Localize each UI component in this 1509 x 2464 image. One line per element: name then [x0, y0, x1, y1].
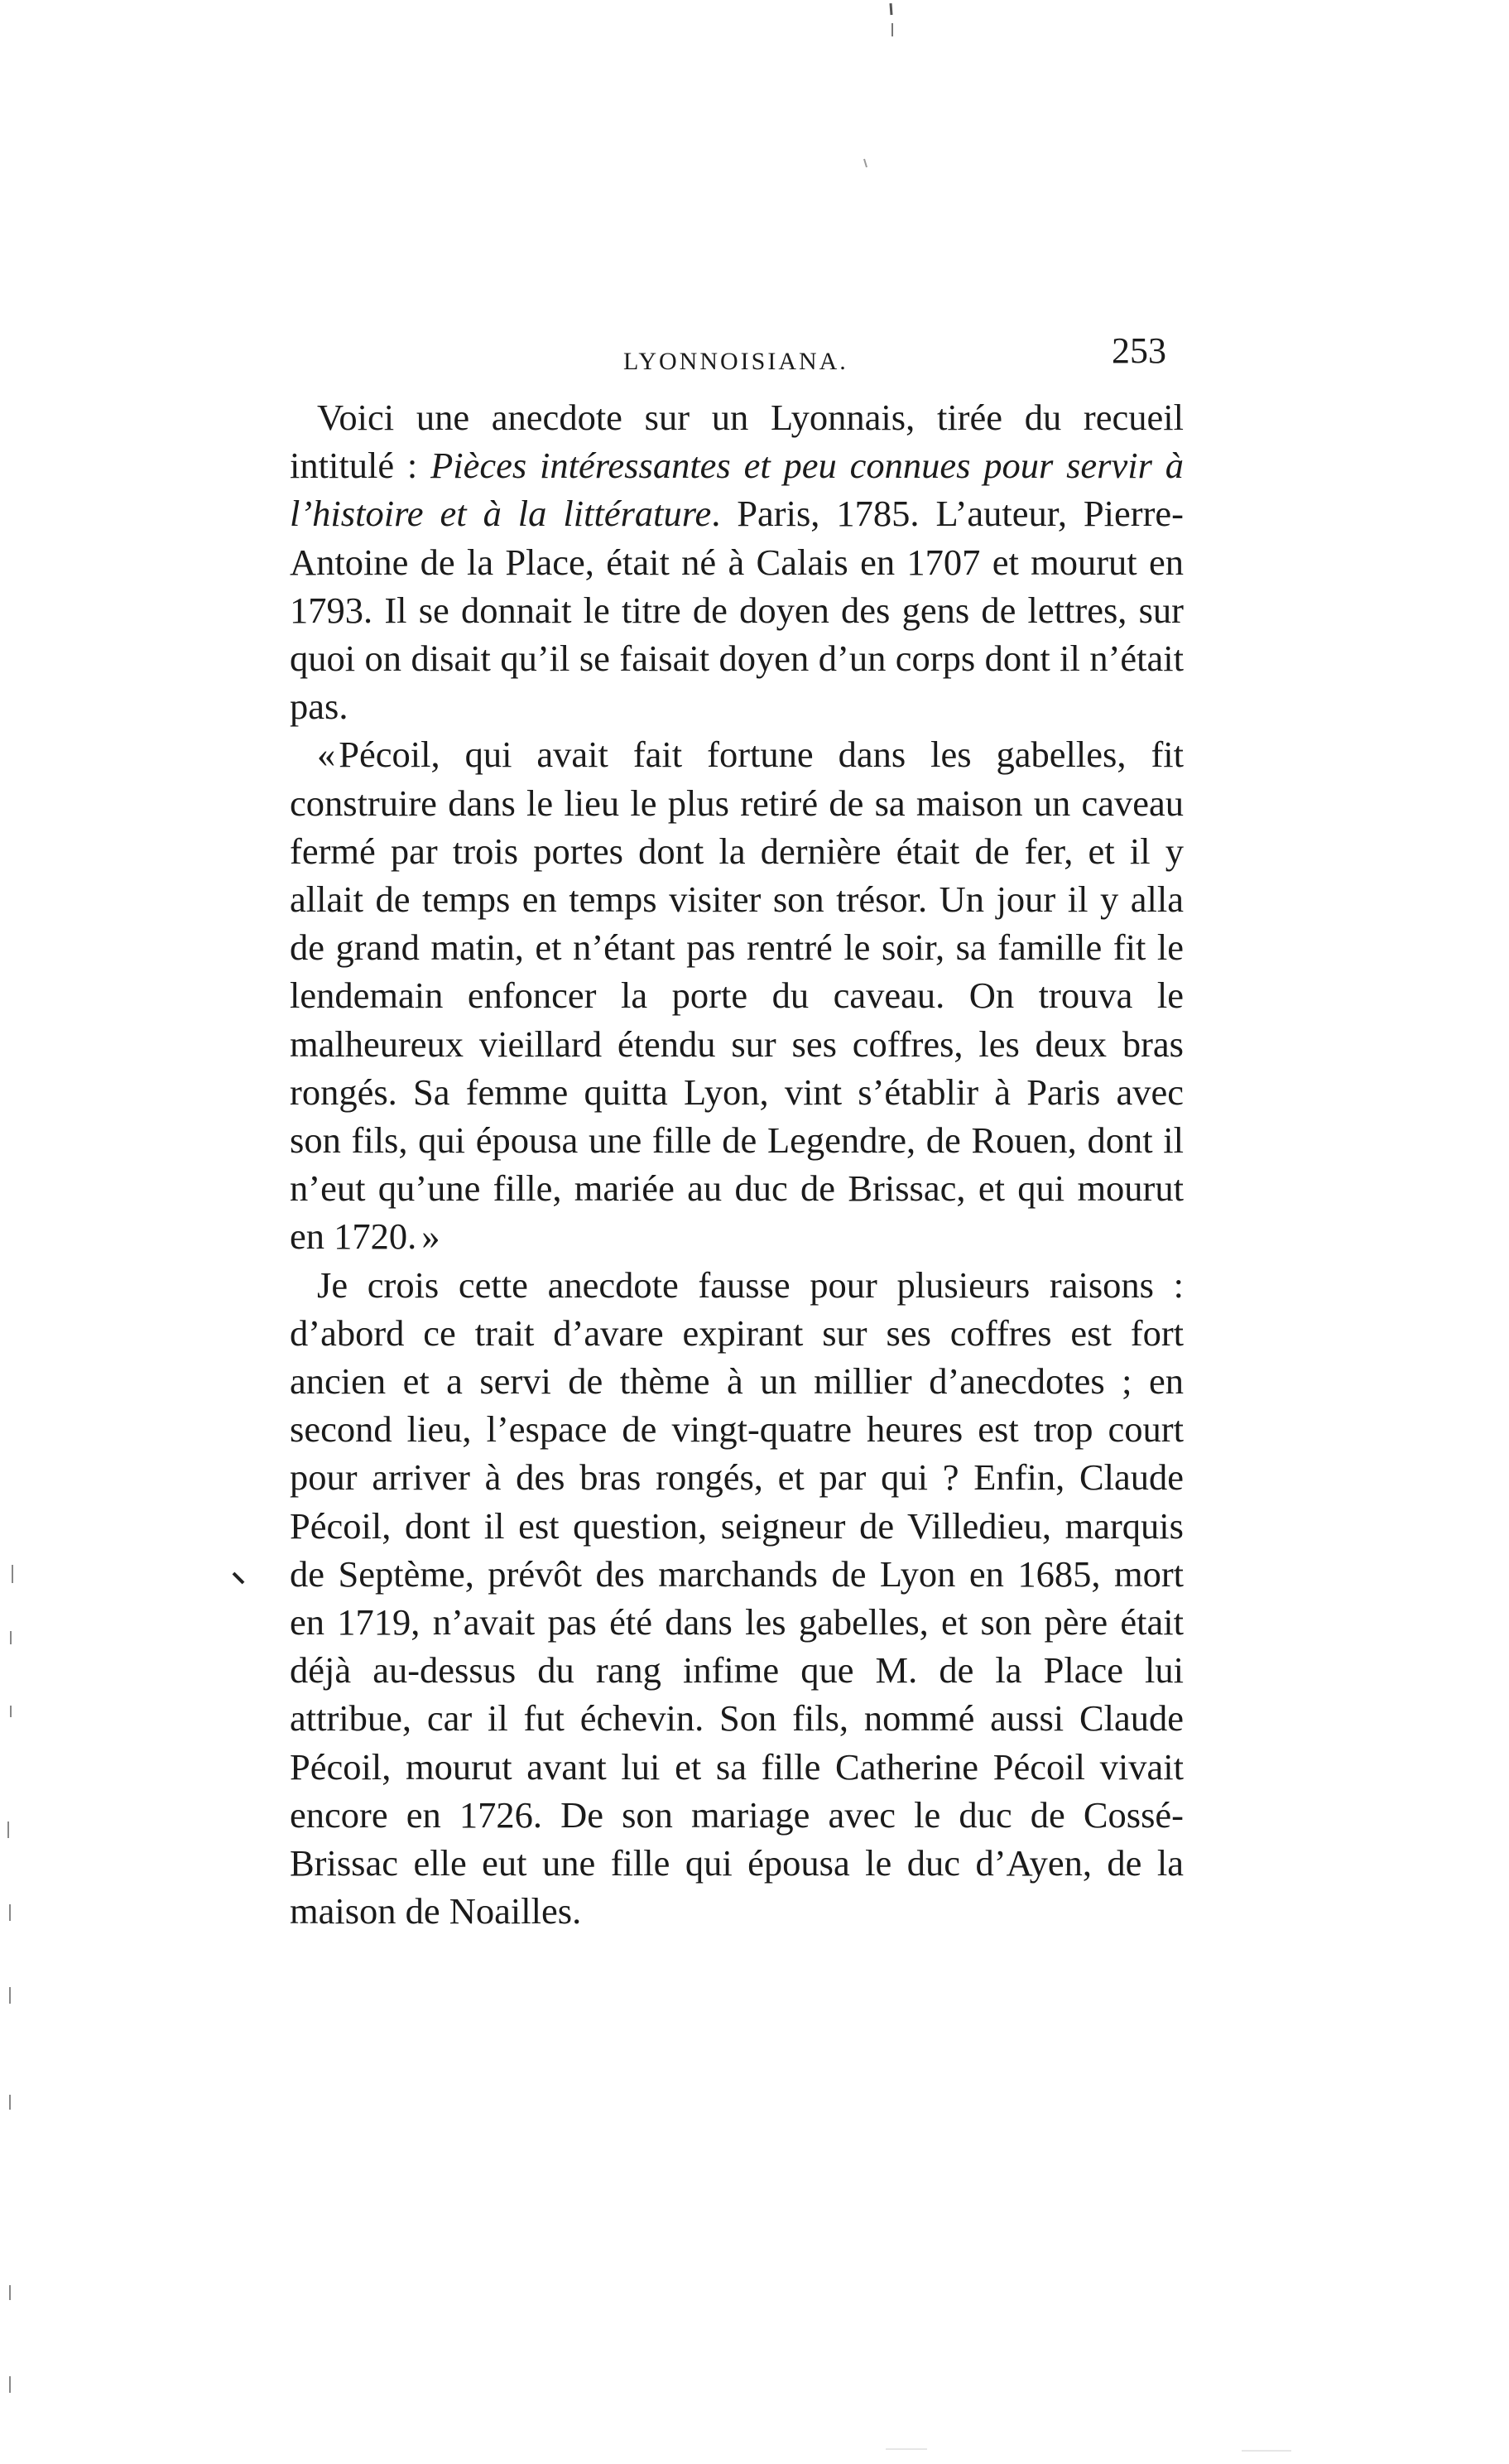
scan-speck: [864, 159, 867, 167]
quoted-anecdote-text: Pécoil, qui avait fait fortune dans les gabelles, fit construire dans le lieu le plus retiré de sa maison un caveau fermé par trois portes dont la dernière était de fer, et il y allait de temps en temps visiter son trésor. Un jour il y alla de grand matin, et n’étant pas rentré le soir, sa famille fit le lendemain enfoncer la porte du caveau. On trouva le malheureux vieillard étendu sur ses coffres, les deux bras rongés. Sa femme quitta Lyon, vint s’établir à Paris avec son fils, qui épousa une fille de Legendre, de Rouen, dont il n’eut qu’une fille, mariée au duc de Brissac, et qui mourut en 1720.: [290, 734, 1184, 1258]
opening-quote-mark: «: [317, 734, 336, 776]
closing-quote-mark: »: [421, 1215, 440, 1258]
recueil-title: Pièces intéressantes et peu connues pour servir à l’histoire et à la littérature: [290, 445, 1185, 535]
margin-tick: [233, 1573, 243, 1583]
page-number: 253: [1112, 330, 1166, 371]
body-text: [290, 393, 1184, 1936]
paragraph-intro: [290, 393, 1184, 730]
running-title: LYONNOISIANA.: [623, 348, 848, 375]
paragraph-commentary: [290, 1261, 1184, 1936]
running-head: [290, 330, 1200, 387]
paragraph-quoted-anecdote: [290, 730, 1184, 1260]
intro-text-after-title: . Paris, 1785. L’auteur, Pierre-Antoine de la Place, était né à Calais en 1707 et mourut en 1793. Il se donnait le titre de doyen des gens de lettres, sur quoi on disait qu’il se faisait doyen d’un corps dont il n’était pas.: [290, 493, 1184, 728]
intro-text-before-title: Voici une anecdote sur un Lyonnais, tirée du recueil intitulé :: [290, 397, 1184, 487]
commentary-text: Je crois cette anecdote fausse pour plusieurs raisons : d’abord ce trait d’avare expirant sur ses coffres est fort ancien et a servi de thème à un millier d’anecdotes ; en second lieu, l’espace de vingt-quatre heures est trop court pour arriver à des bras rongés, et par qui ? Enfin, Claude Pécoil, dont il est question, seigneur de Villedieu, marquis de Septème, prévôt des marchands de Lyon en 1685, mort en 1719, n’avait pas été dans les gabelles, et son père était déjà au-dessus du rang infime que M. de la Place lui attribue, car il fut échevin. Son fils, nommé aussi Claude Pécoil, mourut avant lui et sa fille Catherine Pécoil vivait encore en 1726. De son mariage avec le duc de Cossé-Brissac elle eut une fille qui épousa le duc d’Ayen, de la maison de Noailles.: [290, 1263, 1184, 1932]
